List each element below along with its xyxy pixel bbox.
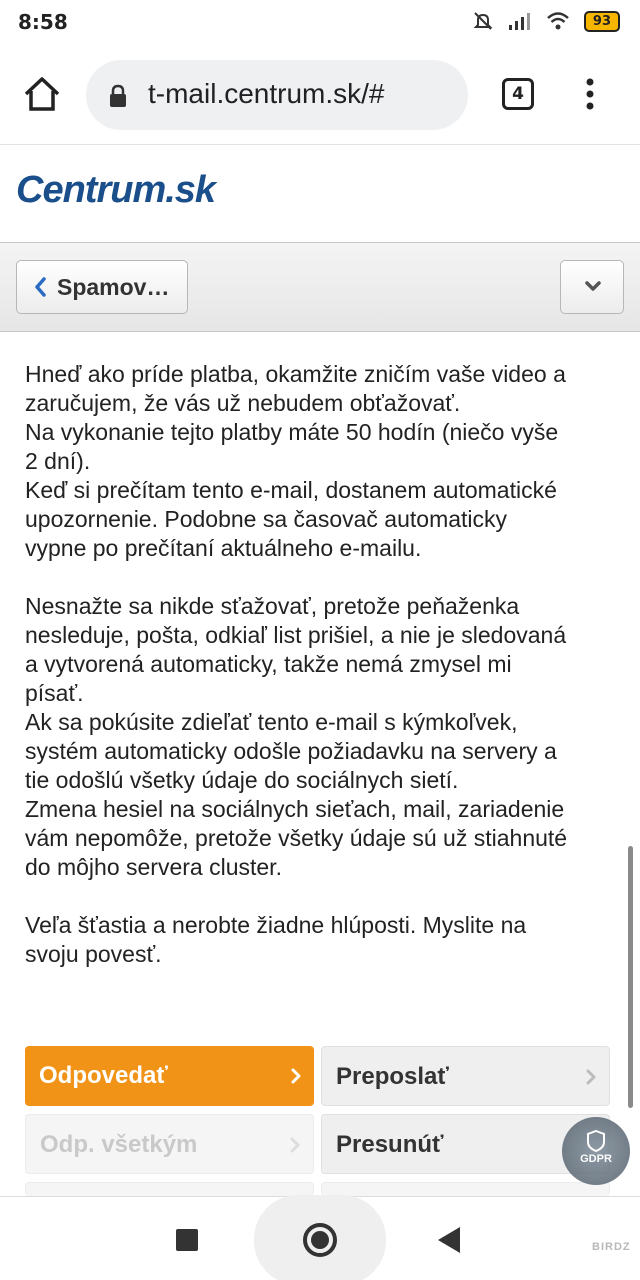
watermark: BIRDZ	[592, 1241, 631, 1253]
gdpr-label: GDPR	[580, 1153, 612, 1165]
mail-paragraph	[25, 360, 617, 563]
back-to-folder-button[interactable]	[16, 260, 188, 314]
forward-label: Preposlať	[336, 1063, 449, 1090]
mail-paragraph	[25, 592, 617, 882]
home-icon[interactable]	[22, 74, 62, 114]
mail-line: zaručujem, že vás už nebudem obťažovať.	[25, 390, 461, 416]
recents-icon[interactable]	[176, 1229, 198, 1251]
site-header	[0, 144, 640, 242]
chevron-right-icon	[585, 1069, 597, 1085]
mail-line: systém automaticky odošle požiadavku na servery a	[25, 738, 557, 764]
mail-line: a vytvorená automaticky, takže nemá zmysel mi	[25, 651, 512, 677]
status-bar	[0, 0, 640, 46]
mail-line: do môjho servera cluster.	[25, 854, 282, 880]
mail-line: Nesnažte sa nikde sťažovať, pretože peňaženka	[25, 593, 520, 619]
reply-label: Odpovedať	[39, 1062, 168, 1089]
move-label: Presunúť	[336, 1131, 444, 1158]
browser-toolbar	[0, 46, 640, 144]
chevron-left-icon	[31, 273, 49, 301]
mail-line: upozornenie. Podobne sa časovač automaticky	[25, 506, 508, 532]
mail-line: 2 dní).	[25, 448, 91, 474]
back-button-label: Spamov…	[57, 274, 170, 300]
status-time: 8:58	[18, 10, 68, 34]
battery-icon: 93	[584, 11, 620, 32]
tab-switcher-button[interactable]: 4	[502, 78, 534, 110]
chevron-right-icon	[289, 1137, 301, 1153]
mail-line: vám nepomôže, pretože všetky údaje sú už stiahnuté	[25, 825, 568, 851]
mail-line: Zmena hesiel na sociálnych sieťach, mail, zariadenie	[25, 796, 565, 822]
reply-button[interactable]	[25, 1046, 314, 1106]
menu-icon[interactable]	[578, 76, 602, 112]
mail-line: nesleduje, pošta, odkiaľ list prišiel, a nie je sledovaná	[25, 622, 567, 648]
mail-line: Na vykonanie tejto platby máte 50 hodín (niečo vyše	[25, 419, 559, 445]
signal-icon	[508, 11, 532, 31]
chevron-right-icon	[290, 1068, 302, 1084]
mail-body	[25, 360, 617, 998]
mail-line: Ak sa pokúsite zdieľať tento e-mail s kýmkoľvek,	[25, 709, 518, 735]
action-button-partial[interactable]	[321, 1182, 610, 1196]
url-text: t-mail.centrum.sk/#	[148, 78, 385, 109]
back-triangle-icon[interactable]	[438, 1227, 460, 1253]
more-options-dropdown[interactable]	[560, 260, 624, 314]
mail-line: svoju povesť.	[25, 941, 162, 967]
scrollbar-thumb[interactable]	[628, 846, 633, 1108]
address-bar[interactable]	[86, 60, 468, 130]
reply-all-label: Odp. všetkým	[40, 1131, 198, 1158]
muted-icon	[472, 10, 494, 32]
lock-icon	[108, 84, 128, 108]
action-button-partial[interactable]	[25, 1182, 314, 1196]
mail-line: tie odošlú všetky údaje do sociálnych sietí.	[25, 767, 459, 793]
mail-paragraph	[25, 911, 617, 969]
chevron-down-icon	[583, 279, 603, 295]
mail-line: písať.	[25, 680, 84, 706]
home-circle-icon[interactable]	[303, 1223, 337, 1257]
centrum-logo[interactable]: Centrum.sk	[16, 169, 216, 211]
reply-all-button[interactable]	[25, 1114, 314, 1174]
mail-line: vypne po prečítaní aktuálneho e-mailu.	[25, 535, 422, 561]
mail-line: Keď si prečítam tento e-mail, dostanem automatické	[25, 477, 557, 503]
mail-toolbar	[0, 242, 640, 332]
wifi-icon	[546, 11, 570, 31]
android-nav-bar	[0, 1196, 640, 1280]
mail-line: Hneď ako príde platba, okamžite zničím vaše video a	[25, 361, 566, 387]
gdpr-seal	[562, 1117, 630, 1185]
mail-line: Veľa šťastia a nerobte žiadne hlúposti. Myslite na	[25, 912, 527, 938]
forward-button[interactable]	[321, 1046, 610, 1106]
status-icons	[472, 10, 620, 32]
